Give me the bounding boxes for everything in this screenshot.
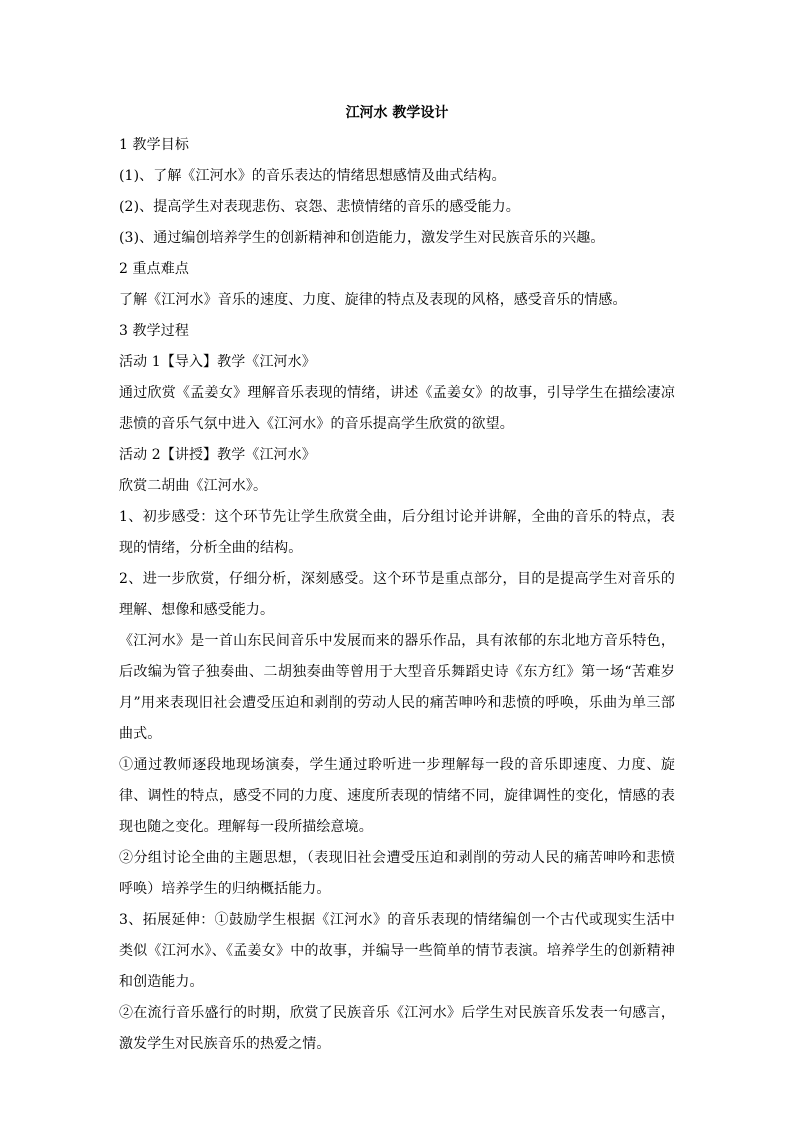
step-1-text: 1、初步感受：这个环节先让学生欣赏全曲，后分组讨论并讲解，全曲的音乐的特点，表现的情绪，分析全曲的结构。: [119, 509, 675, 556]
piece-background-text: 《江河水》是一首山东民间音乐中发展而来的器乐作品，具有浓郁的东北地方音乐特色，后改编为管子独奏曲、二胡独奏曲等曾用于大型音乐舞蹈史诗《东方红》第一场“苦难岁月”用来表现旧社会遭受压迫和剥削的劳动人民的痛苦呻吟和悲愤的呼唤，乐曲为单三部曲式。: [119, 633, 675, 742]
section-heading-objectives: 1 教学目标: [119, 137, 189, 153]
activity-1-heading: 活动 1【导入】教学《江河水》: [119, 354, 316, 370]
activity-1-text: 通过欣赏《孟姜女》理解音乐表现的情绪，讲述《孟姜女》的故事，引导学生在描绘凄凉悲愤的音乐气氛中进入《江河水》的音乐提高学生欣赏的欲望。: [119, 385, 675, 432]
step-2-text: 2、进一步欣赏，仔细分析，深刻感受。这个环节是重点部分，目的是提高学生对音乐的理解、想像和感受能力。: [119, 571, 675, 618]
step-3-text: 3、拓展延伸：①鼓励学生根据《江河水》的音乐表现的情绪编创一个古代或现实生活中类似《江河水》、《孟姜女》中的故事，并编导一些简单的情节表演。培养学生的创新精神和创造能力。: [119, 912, 675, 990]
document-page: [119, 100, 675, 1060]
section-heading-process: 3 教学过程: [119, 323, 189, 339]
activity-2-intro: 欣赏二胡曲《江河水》。: [119, 478, 268, 494]
step-2-point-1: ①通过教师逐段地现场演奏，学生通过聆听进一步理解每一段的音乐即速度、力度、旋律、调性的特点，感受不同的力度、速度所表现的情绪不同，旋律调性的变化，情感的表现也随之变化。理解每一段所描绘意境。: [119, 757, 675, 835]
section-heading-key-points: 2 重点难点: [119, 261, 189, 277]
step-2-point-2: ②分组讨论全曲的主题思想，（表现旧社会遭受压迫和剥削的劳动人民的痛苦呻吟和悲愤呼唤）培养学生的归纳概括能力。: [119, 850, 675, 897]
activity-2-heading: 活动 2【讲授】教学《江河水》: [119, 447, 316, 463]
document-title: 江河水 教学设计: [345, 105, 449, 121]
key-points-text: 了解《江河水》音乐的速度、力度、旋律的特点及表现的风格，感受音乐的情感。: [119, 292, 627, 308]
objective-2: (2)、提高学生对表现悲伤、哀怨、悲愤情绪的音乐的感受能力。: [119, 199, 520, 215]
step-3-point-2: ②在流行音乐盛行的时期，欣赏了民族音乐《江河水》后学生对民族音乐发表一句感言，激发学生对民族音乐的热爱之情。: [119, 1005, 675, 1052]
objective-1: (1)、了解《江河水》的音乐表达的情绪思想感情及曲式结构。: [119, 168, 506, 184]
objective-3: (3)、通过编创培养学生的创新精神和创造能力，激发学生对民族音乐的兴趣。: [119, 230, 605, 246]
